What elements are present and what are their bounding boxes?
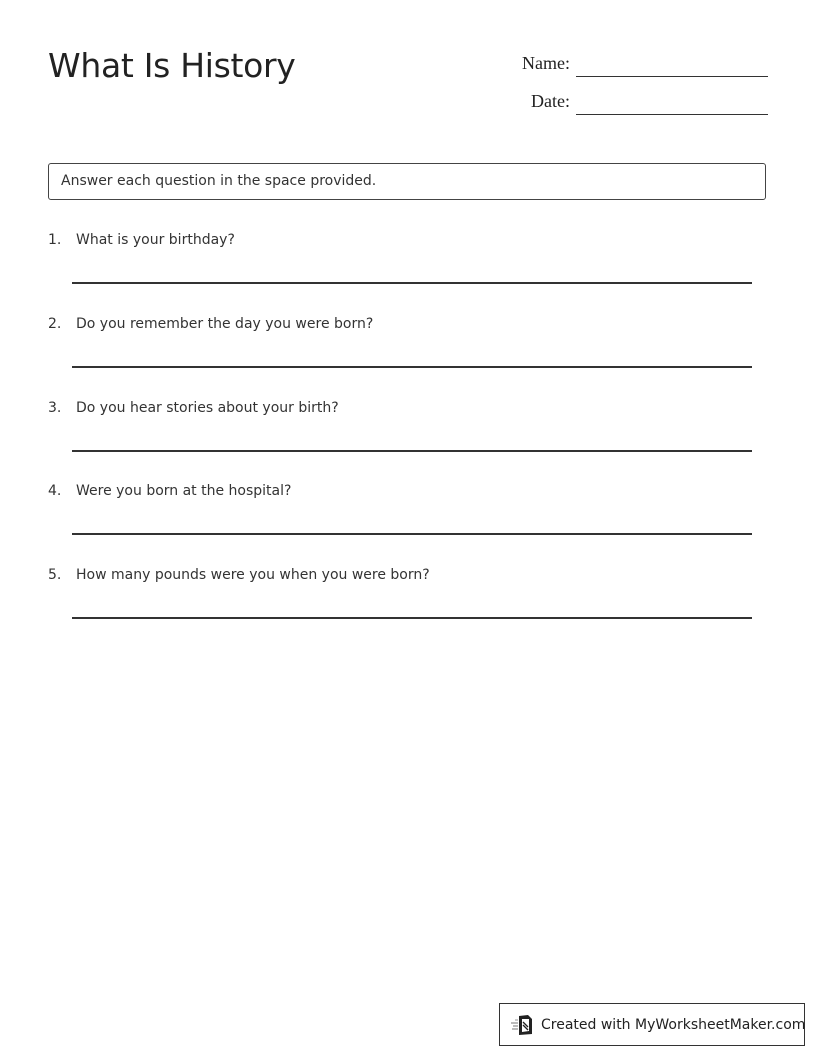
question-text: What is your birthday? <box>76 232 235 248</box>
instructions-box <box>48 163 766 200</box>
footer-badge[interactable] <box>499 1003 805 1046</box>
answer-line-3[interactable] <box>72 450 752 452</box>
question-number: 4. <box>48 483 62 499</box>
page-title: What Is History <box>48 46 296 85</box>
answer-line-2[interactable] <box>72 366 752 368</box>
name-label: Name: <box>522 53 570 73</box>
answer-line-5[interactable] <box>72 617 752 619</box>
answer-line-4[interactable] <box>72 533 752 535</box>
worksheet-logo-icon <box>510 1014 534 1036</box>
question-text: How many pounds were you when you were born? <box>76 567 430 583</box>
answer-line-1[interactable] <box>72 282 752 284</box>
question-number: 3. <box>48 400 62 416</box>
footer-text: Created with MyWorksheetMaker.com <box>541 1017 806 1033</box>
question-text: Do you remember the day you were born? <box>76 316 374 332</box>
question-number: 5. <box>48 567 62 583</box>
question-text: Were you born at the hospital? <box>76 483 292 499</box>
instructions-text: Answer each question in the space provided. <box>61 173 377 189</box>
name-line[interactable] <box>576 76 768 77</box>
question-number: 2. <box>48 316 62 332</box>
question-number: 1. <box>48 232 62 248</box>
date-line[interactable] <box>576 114 768 115</box>
question-text: Do you hear stories about your birth? <box>76 400 339 416</box>
date-label: Date: <box>531 91 570 111</box>
